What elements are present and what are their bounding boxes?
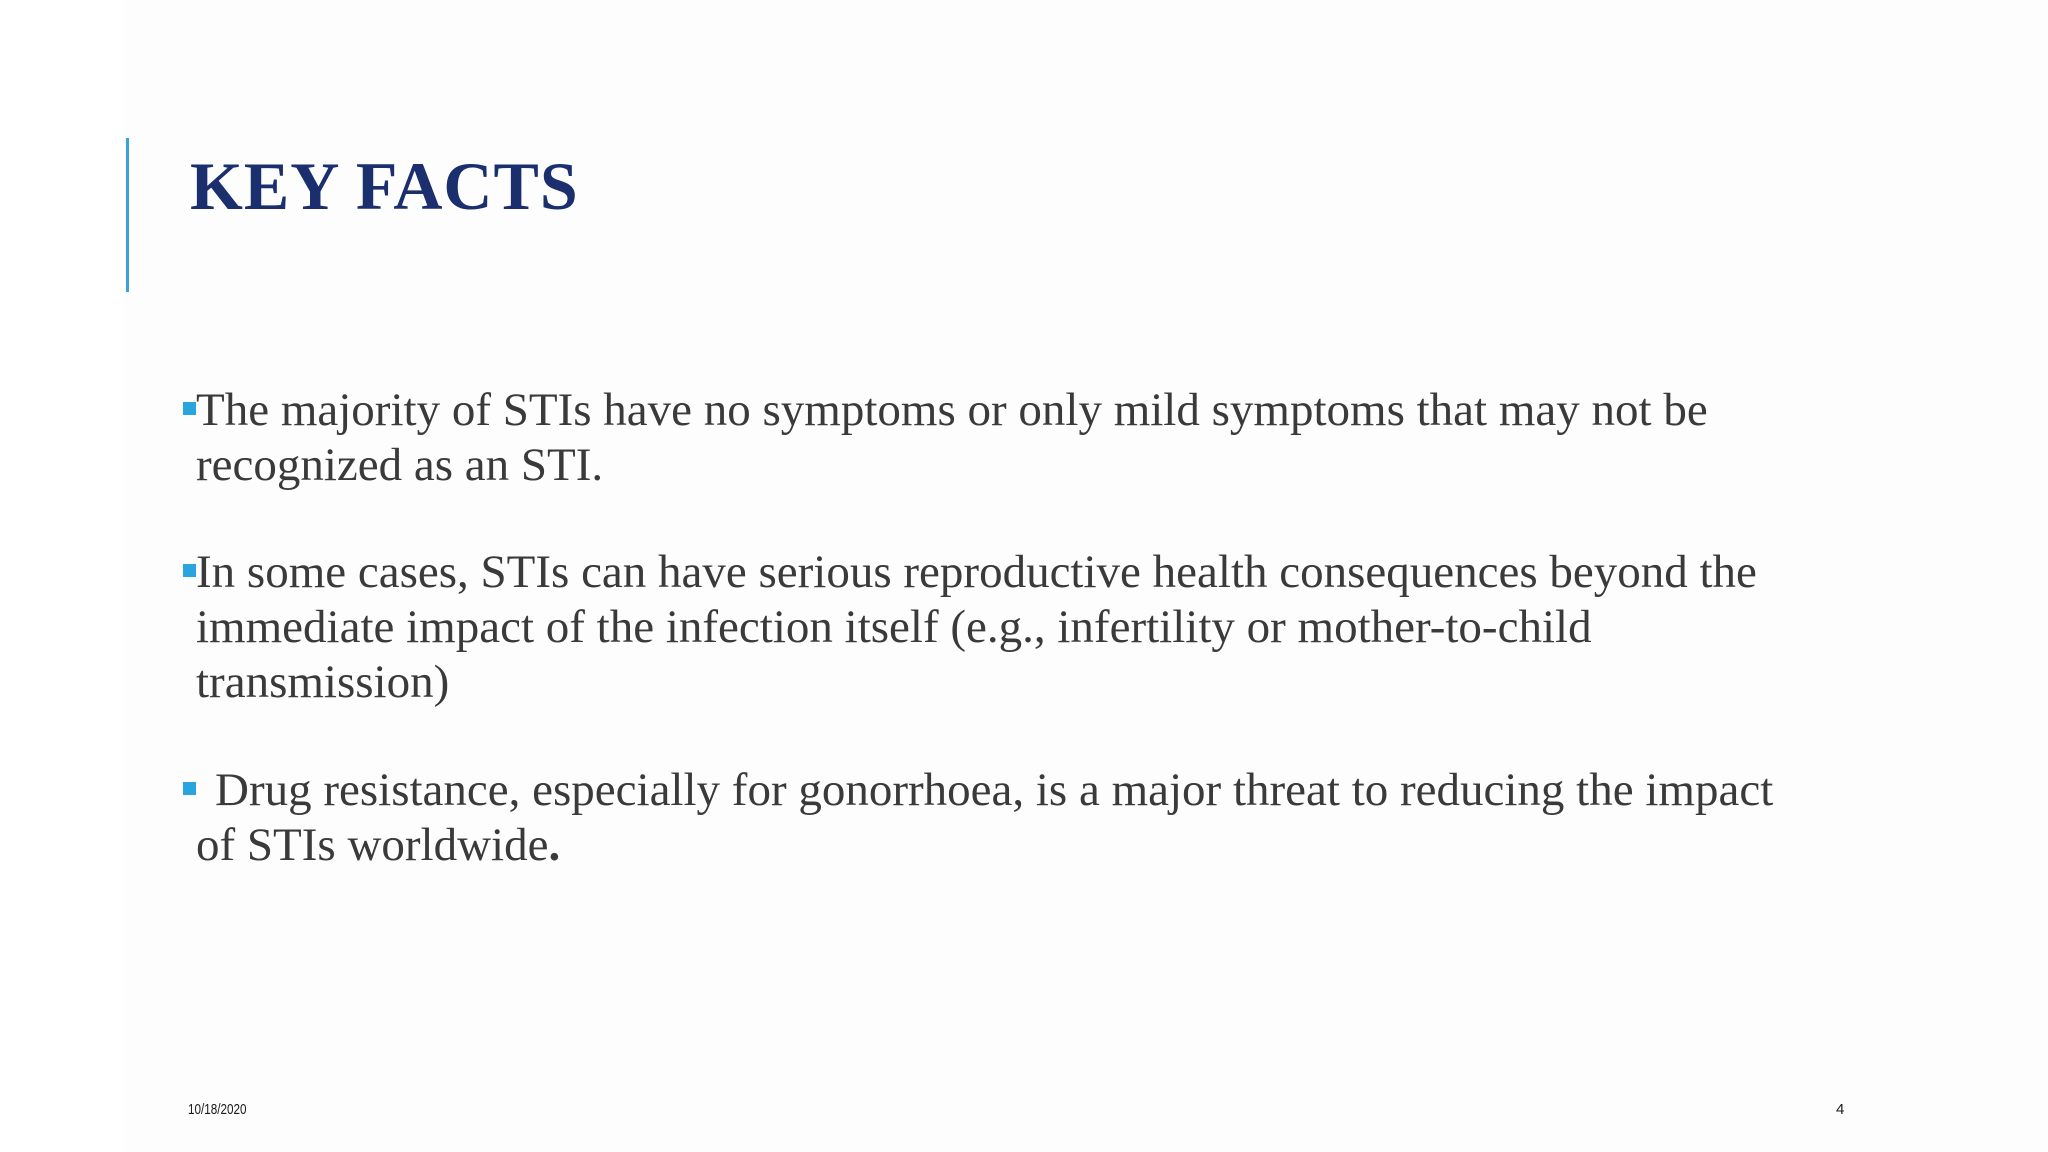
bullet-end-period: . xyxy=(548,819,561,871)
bullet-item xyxy=(183,763,1803,873)
footer-date: 10/18/2020 xyxy=(188,1101,247,1118)
square-bullet-icon xyxy=(183,782,196,795)
square-bullet-icon xyxy=(183,402,196,415)
slide-number: 4 xyxy=(1836,1101,1845,1118)
bullet-text: The majority of STIs have no symptoms or only mild symptoms that may not be recognized as an STI. xyxy=(196,384,1708,491)
bullet-item xyxy=(183,383,1803,493)
slide-title: KEY FACTS xyxy=(190,148,579,224)
title-accent-bar xyxy=(126,138,129,292)
bullet-item xyxy=(183,545,1803,710)
square-bullet-icon xyxy=(183,564,196,577)
bullet-list xyxy=(183,383,1803,925)
bullet-text: Drug resistance, especially for gonorrhoea, is a major threat to reducing the impact of STIs worldwide xyxy=(196,764,1774,871)
bullet-text: In some cases, STIs can have serious reproductive health consequences beyond the immediate impact of the infection itself (e.g., infertility or mother-to-child transmission) xyxy=(196,546,1757,708)
